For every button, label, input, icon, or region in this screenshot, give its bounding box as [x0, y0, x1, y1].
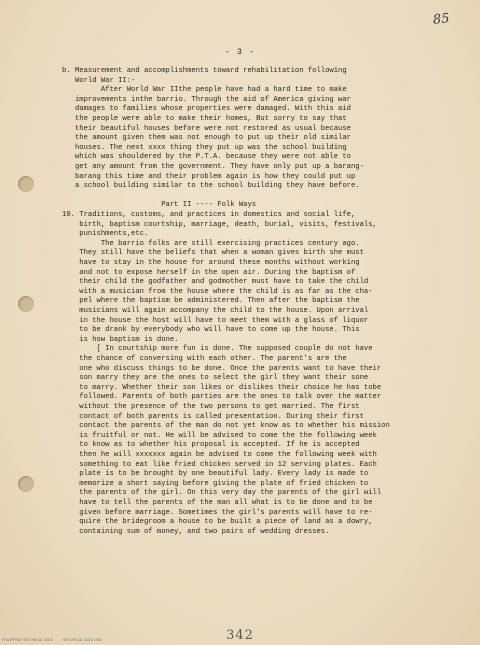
typed-line: improvements inthe barrio. Through the aid of America giving war — [62, 95, 351, 104]
typed-line: is fruitful or not. He will be advised to come the the following week — [62, 431, 377, 440]
typed-line: the parents of the girl. On this very day the parents of the girl will — [62, 489, 382, 498]
typed-line: the people were able to make their homes, But sorry to say that — [62, 115, 347, 123]
typed-line: b. Measurement and accomplishments toward rehabilitation following — [62, 67, 347, 75]
typed-line: given before marriage. Sometimes the girl's parents will have to re- — [62, 508, 373, 517]
typed-line: plate is to be brought by one beautiful lady. Every lady is made to — [62, 470, 369, 479]
typed-line: contact the parents of the man do not yet know as to whether his mission — [62, 422, 390, 431]
typed-line: World War II:- — [62, 76, 136, 85]
punch-hole — [18, 476, 34, 492]
typed-line: [ In courtship more fun is done. The supposed couple do not have — [62, 345, 373, 354]
typed-line: quire the bridegroom a house to be built a piece of land as a dowry, — [62, 518, 373, 527]
typed-line: They still have the beliefs that when a woman gives birth she must — [62, 249, 364, 258]
typed-line: have to tell the parents of the man all what is to be done and to be — [62, 499, 373, 507]
typed-line: son marry they are the ones to select the girl they want their sone — [62, 374, 369, 383]
typed-line: pel where the baptism be administered. Then after the baptism the — [62, 297, 360, 306]
typed-line: containing sum of money, and two pairs of wedding dresses. — [62, 527, 330, 536]
typed-line: one who discuss things to be done. Once the parents want to have their — [62, 364, 382, 373]
typed-line: Part II ---- Folk Ways — [62, 201, 257, 210]
typed-line: have to stay in the house for around these months without working — [62, 259, 360, 267]
typed-line: After World War IIthe people have had a hard time to make — [62, 86, 347, 95]
typed-line: to be drank by everybody who will have to come up the house. This — [62, 326, 360, 335]
typed-line: is how baptism is done. — [62, 335, 179, 344]
typed-line: contact of both parents is called presentation. During their first — [62, 412, 364, 421]
typed-line: something to eat like fried chicken served in 12 serving plates. Each — [62, 460, 377, 469]
typed-line: get any amount from the government. They have only put up a barang- — [62, 163, 364, 171]
typed-line: memorize a short saying before giving the plate of fried chicken to — [62, 479, 369, 488]
typed-line: and not to expose herself in the open air. During the baptism of — [62, 268, 356, 277]
typed-line: with a musician from the house where the child is as far as the cha- — [62, 287, 373, 296]
typed-line: to marry. Whether their son likes or dislikes their choice he has tobe — [62, 383, 382, 392]
typed-line: to know as to whether his proposal is accepted. If he is accepted — [62, 441, 360, 450]
handwritten-page-number: 85 — [432, 11, 451, 28]
typed-line: punishments,etc. — [62, 230, 149, 239]
typed-line: 10. Traditions, customs, and practices in domestics and social life, — [62, 211, 356, 219]
typed-line: then he will xxxxxxx again be advised to come the following week with — [62, 451, 377, 459]
stamped-page-number: 342 — [226, 628, 254, 643]
page-number: - 3 - — [224, 47, 256, 57]
typed-line: a school building similar to the school building they have before. — [62, 182, 360, 191]
typed-line: damages to families whose properties were damaged. With this aid — [62, 105, 351, 114]
typed-line: their beautiful houses before were not restored as usual because — [62, 124, 351, 133]
typed-line: barang this time and their problem again is how they could put up — [62, 172, 356, 181]
archive-footer: PHILIPPINE HISTORICAL DATA HISTORICAL DATA 1953 — [2, 638, 102, 642]
typed-line: the amount given them was not enough to put up their old similar — [62, 134, 351, 143]
typed-line: The barrio folks are still exercising practices century ago. — [62, 239, 360, 248]
typed-line: in the house the host will have to meet them with a glass of liquor — [62, 316, 369, 325]
typed-line: houses. The next xxxx thing they put up was the school building — [62, 143, 347, 152]
typed-line: their child the godfather and godmother must have to take the child — [62, 278, 369, 287]
punch-hole — [18, 296, 34, 312]
typed-line: birth, baptism courtship, marriage, death, burial, visits, festivals, — [62, 220, 377, 229]
punch-hole — [18, 176, 34, 192]
typed-line: without the presence of the two persons to get married. The first — [62, 403, 360, 411]
typed-line: musicians will again accompany the child to the house. Upon arrival — [62, 307, 369, 315]
typed-line: the chance of conversing with each other. The parent's are the — [62, 355, 347, 363]
typed-line: followed. Parents of both parties are the ones to talk over the matter — [62, 393, 382, 402]
typed-line: which was shouldered by the P.T.A. because they were not able to — [62, 153, 351, 162]
